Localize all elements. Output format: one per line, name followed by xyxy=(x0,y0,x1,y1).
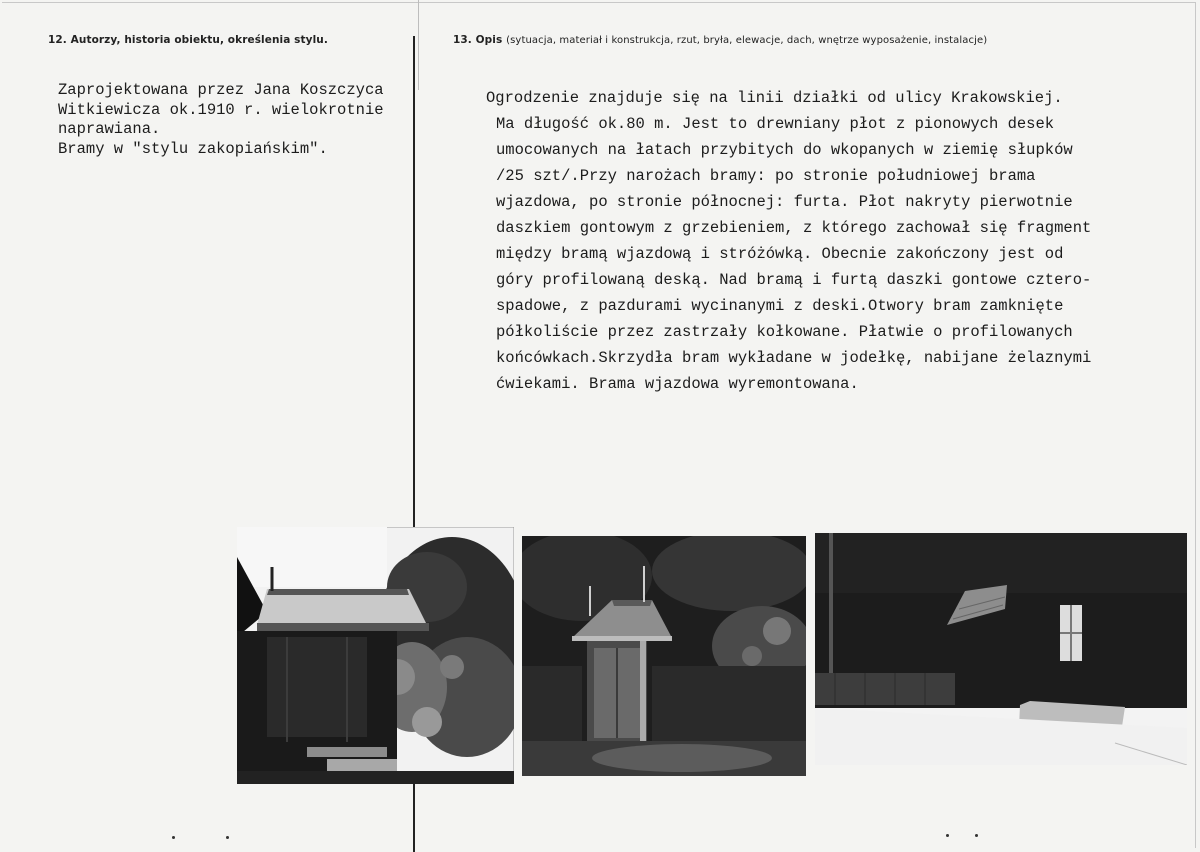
section-13-heading xyxy=(453,34,987,46)
description-line: wjazdowa, po stronie północnej: furta. Płot nakryty pierwotnie xyxy=(496,193,1073,211)
speck xyxy=(975,834,978,837)
column-guide-line xyxy=(418,0,419,90)
description-line: daszkiem gontowym z grzebieniem, z którego zachował się fragment xyxy=(496,219,1092,237)
description-line: Ogrodzenie znajduje się na linii działki od ulicy Krakowskiej. xyxy=(486,89,1063,107)
description-line: umocowanych na łatach przybitych do wkopanych w ziemię słupków xyxy=(496,141,1073,159)
photo-wicket-gate xyxy=(522,536,806,776)
speck xyxy=(172,836,175,839)
description-line: między bramą wjazdową i stróżówką. Obecnie zakończony jest od xyxy=(496,245,1064,263)
section-13-heading-label: 13. Opis xyxy=(453,34,503,46)
description-line: ćwiekami. Brama wjazdowa wyremontowana. xyxy=(496,375,859,393)
section-13-text xyxy=(488,85,1188,397)
description-line: /25 szt/.Przy narożach bramy: po stronie południowej brama xyxy=(496,167,1036,185)
description-line: góry profilowaną deską. Nad bramą i furtą daszki gontowe cztero- xyxy=(496,271,1092,289)
speck xyxy=(226,836,229,839)
speck xyxy=(946,834,949,837)
photo-gate-bushes xyxy=(237,527,514,784)
description-line: spadowe, z pazdurami wycinanymi z deski.Otwory bram zamknięte xyxy=(496,297,1064,315)
description-line: półkoliście przez zastrzały kołkowane. Płatwie o profilowanych xyxy=(496,323,1073,341)
photo-fence-lodge xyxy=(815,533,1187,765)
section-13-heading-detail: (sytuacja, materiał i konstrukcja, rzut, bryła, elewacje, dach, wnętrze wyposażenie, instalacje) xyxy=(506,35,988,46)
section-12-text: Zaprojektowana przez Jana Koszczyca Witkiewicza ok.1910 r. wielokrotnie naprawiana. Bramy w "stylu zakopiańskim". xyxy=(58,81,384,158)
description-line: Ma długość ok.80 m. Jest to drewniany płot z pionowych desek xyxy=(496,115,1055,133)
section-12-heading: 12. Autorzy, historia obiektu, określenia stylu. xyxy=(48,34,328,46)
description-line: końcówkach.Skrzydła bram wykładane w jodełkę, nabijane żelaznymi xyxy=(496,349,1092,367)
